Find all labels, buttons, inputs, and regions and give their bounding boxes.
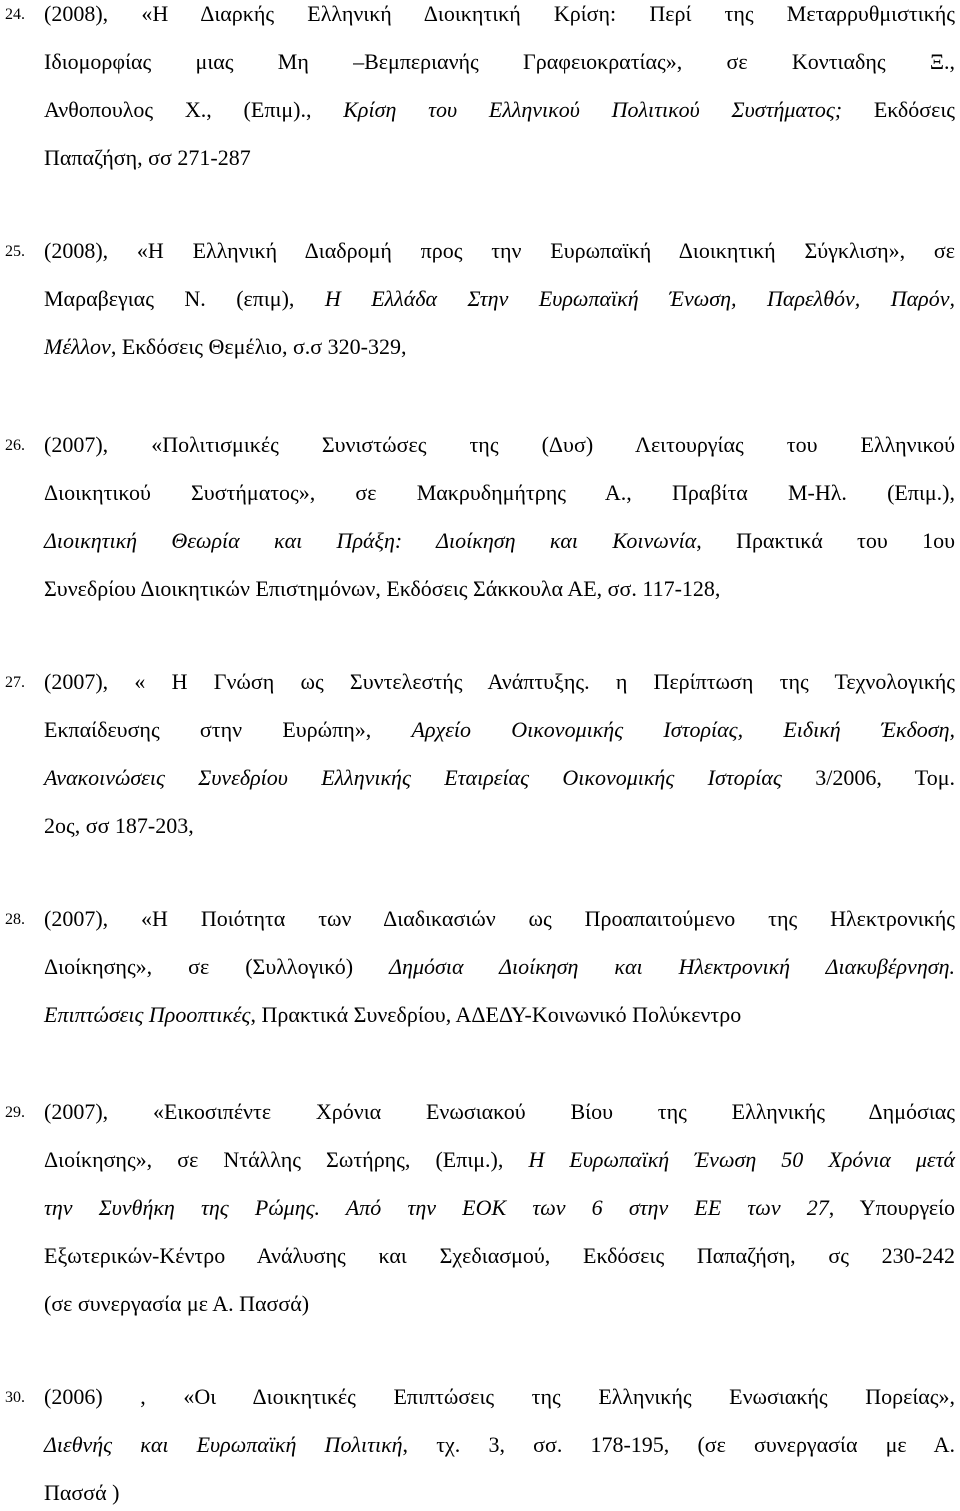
reference-text: Παπαζήση, σσ 271-287 — [44, 145, 251, 170]
reference-text: Ιδιομορφίας μιας Μη –Βεμπεριανής Γραφειοκρατίας», σε Κοντιαδης Ξ., — [44, 49, 955, 74]
reference-line — [44, 238, 955, 264]
reference-line — [44, 1480, 955, 1506]
italic-title-text: Διεθνής και Ευρωπαϊκή Πολιτική — [44, 1432, 403, 1457]
reference-text: (σε συνεργασία με Α. Πασσά) — [44, 1291, 310, 1316]
reference-text: Εξωτερικών-Κέντρο Ανάλυσης και Σχεδιασμού, Εκδόσεις Παπαζήση, σς 230-242 — [44, 1243, 955, 1268]
reference-number: 27. — [5, 674, 25, 691]
reference-line — [44, 1195, 955, 1221]
reference-line — [44, 1, 955, 27]
italic-title-text: Η Ευρωπαϊκή Ένωση 50 Χρόνια μετά — [528, 1147, 955, 1172]
reference-line — [44, 334, 955, 360]
reference-line — [44, 1291, 955, 1317]
reference-text: Εκπαίδευσης στην Ευρώπη», — [44, 717, 412, 742]
reference-line — [44, 528, 955, 554]
reference-number: 28. — [5, 911, 25, 928]
reference-text: , Εκδόσεις Θεμέλιο, σ.σ 320-329, — [110, 334, 407, 359]
reference-line — [44, 1002, 955, 1028]
reference-line — [44, 1147, 955, 1173]
reference-line — [44, 1243, 955, 1269]
reference-text: Διοίκησης», σε Ντάλλης Σωτήρης, (Επιμ.), — [44, 1147, 529, 1172]
reference-text: (2007), «Η Ποιότητα των Διαδικασιών ως Προαπαιτούμενο της Ηλεκτρονικής — [44, 906, 955, 931]
reference-text: (2007), «Πολιτισμικές Συνιστώσες της (Δυσ) Λειτουργίας του Ελληνικού — [44, 432, 955, 457]
reference-text: , Υπουργείο — [828, 1195, 955, 1220]
reference-text: Διοικητικού Συστήματος», σε Μακρυδημήτρης Α., Πραβίτα Μ-Ηλ. (Επιμ.), — [44, 480, 955, 505]
reference-text: , τχ. 3, σσ. 178-195, (σε συνεργασία με Α. — [402, 1432, 955, 1457]
italic-title-text: Αρχείο Οικονομικής Ιστορίας, Ειδική Έκδοση, — [411, 717, 955, 742]
reference-text: Ανθοπουλος Χ., (Επιμ)., — [44, 97, 344, 122]
italic-title-text: Κρίση του Ελληνικού Πολιτικού Συστήματος; — [343, 97, 843, 122]
reference-line — [44, 145, 955, 171]
italic-title-text: Δημόσια Διοίκηση και Ηλεκτρονική Διακυβέρνηση. — [389, 954, 955, 979]
reference-text: (2008), «Η Ελληνική Διαδρομή προς την Ευρωπαϊκή Διοικητική Σύγκλιση», σε — [44, 238, 955, 263]
reference-text: 3/2006, Τομ. — [781, 765, 955, 790]
reference-line — [44, 669, 955, 695]
reference-line — [44, 1384, 955, 1410]
reference-line — [44, 1432, 955, 1458]
reference-text: Εκδόσεις — [842, 97, 955, 122]
reference-text: (2007), «Εικοσιπέντε Χρόνια Ενωσιακού Βίου της Ελληνικής Δημόσιας — [44, 1099, 955, 1124]
reference-line — [44, 432, 955, 458]
reference-text: (2008), «Η Διαρκής Ελληνική Διοικητική Κρίση: Περί της Μεταρρυθμιστικής — [44, 1, 955, 26]
italic-title-text: Επιπτώσεις Προοπτικές — [44, 1002, 251, 1027]
reference-line — [44, 49, 955, 75]
reference-number: 29. — [5, 1104, 25, 1121]
italic-title-text: την Συνθήκη της Ρώμης. Από την ΕΟΚ των 6 στην ΕΕ των 27 — [44, 1195, 829, 1220]
italic-title-text: Μέλλον — [44, 334, 111, 359]
reference-text: (2006) , «Οι Διοικητικές Επιπτώσεις της Ελληνικής Ενωσιακής Πορείας», — [44, 1384, 955, 1409]
reference-text: 2ος, σσ 187-203, — [44, 813, 194, 838]
italic-title-text: Διοικητική Θεωρία και Πράξη: Διοίκηση και Κοινωνία — [44, 528, 697, 553]
reference-line — [44, 813, 955, 839]
reference-line — [44, 97, 955, 123]
reference-text: Πασσά ) — [44, 1480, 120, 1505]
reference-number: 24. — [5, 6, 25, 23]
reference-text: , Πρακτικά Συνεδρίου, ΑΔΕΔΥ-Κοινωνικό Πολύκεντρο — [250, 1002, 742, 1027]
reference-text: (2007), « Η Γνώση ως Συντελεστής Ανάπτυξης. η Περίπτωση της Τεχνολογικής — [44, 669, 955, 694]
reference-text: Μαραβεγιας Ν. (επιμ), — [44, 286, 325, 311]
reference-line — [44, 1099, 955, 1125]
reference-line — [44, 906, 955, 932]
reference-line — [44, 717, 955, 743]
reference-line — [44, 286, 955, 312]
reference-line — [44, 480, 955, 506]
reference-number: 30. — [5, 1389, 25, 1406]
reference-line — [44, 576, 955, 602]
reference-text: Διοίκησης», σε (Συλλογικό) — [44, 954, 390, 979]
italic-title-text: Ανακοινώσεις Συνεδρίου Ελληνικής Εταιρείας Οικονομικής Ιστορίας — [44, 765, 782, 790]
reference-text: Συνεδρίου Διοικητικών Επιστημόνων, Εκδόσεις Σάκκουλα ΑΕ, σσ. 117-128, — [44, 576, 721, 601]
reference-text: , Πρακτικά του 1ου — [696, 528, 955, 553]
reference-number: 25. — [5, 243, 25, 260]
reference-number: 26. — [5, 437, 25, 454]
italic-title-text: Η Ελλάδα Στην Ευρωπαϊκή Ένωση, Παρελθόν, Παρόν, — [324, 286, 955, 311]
reference-line — [44, 954, 955, 980]
reference-line — [44, 765, 955, 791]
